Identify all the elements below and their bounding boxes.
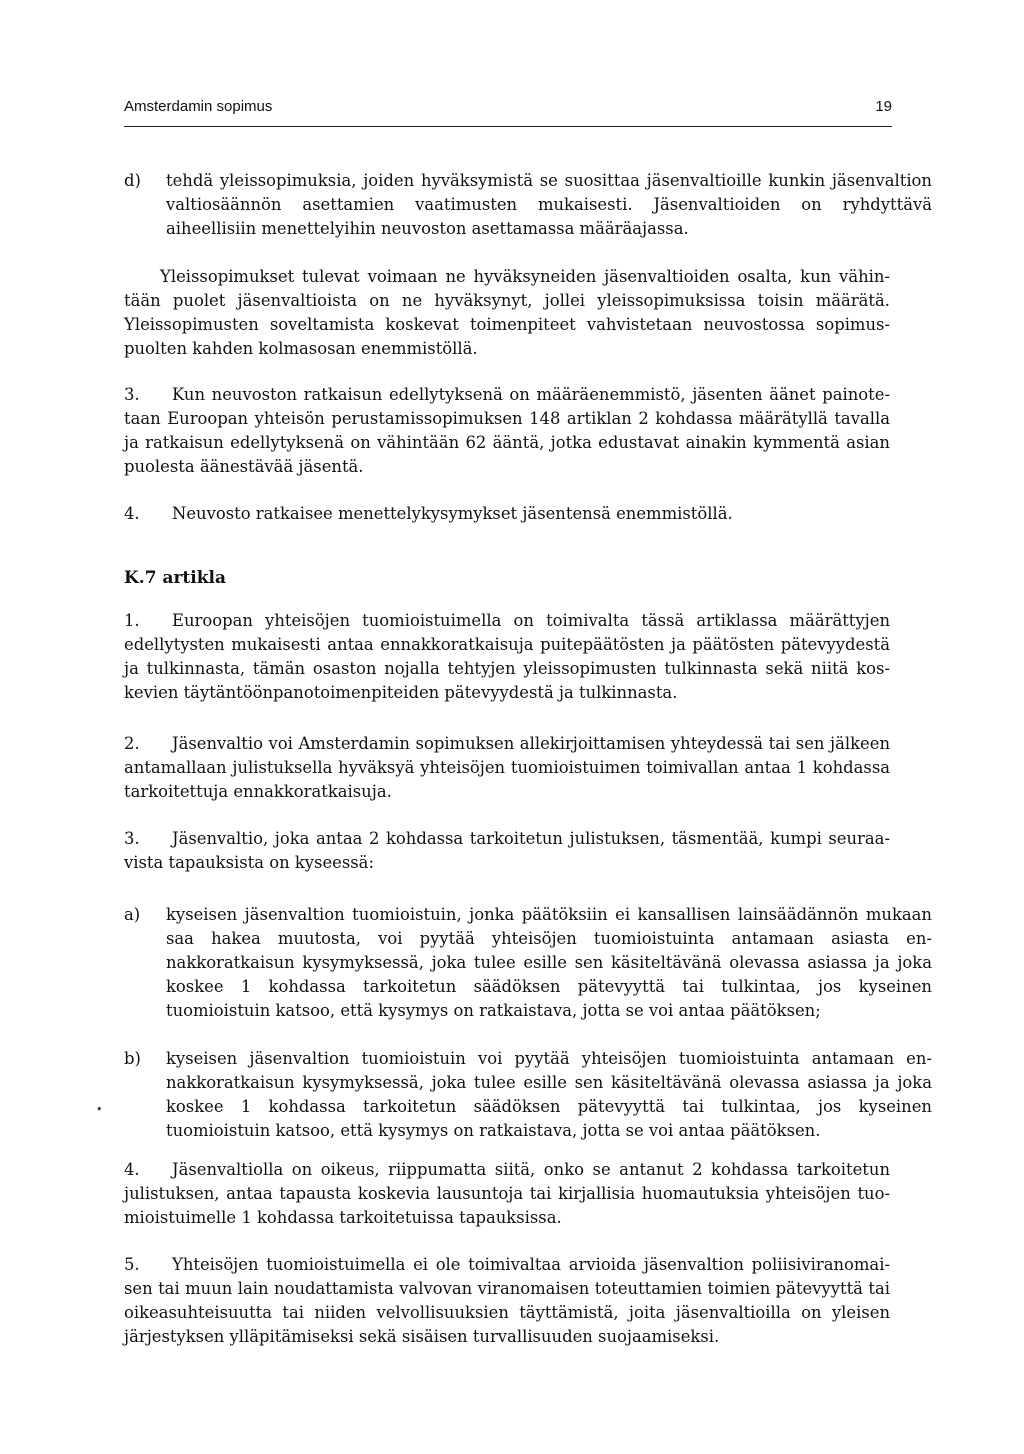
article-heading: K.7 artikla	[124, 568, 226, 588]
article-paragraph-1-text: Euroopan yhteisöjen tuomioistuimella on toimivalta tässä artiklassa määrättyjen edellytysten mukaisesti antaa ennakkoratkaisuja puitepäätösten ja päätösten pätevyydestä ja tulkinnasta, tämän osaston nojalla tehtyjen yleissopimusten tulkinnasta sekä niitä koskevien täytäntöönpanotoimenpiteiden pätevyydestä ja tulkinnasta.	[124, 611, 890, 702]
stray-mark: •	[96, 1103, 103, 1116]
paragraph-a	[124, 903, 932, 1023]
article-paragraph-2-number: 2.	[124, 734, 140, 753]
list-marker-d: d)	[124, 171, 141, 190]
paragraph-3-text: Kun neuvoston ratkaisun edellytyksenä on määräenemmistö, jäsenten äänet painotetaan Euroopan yhteisön perustamissopimuksen 148 artiklan 2 kohdassa määrätyllä tavalla ja ratkaisun edellytyksenä on vähintään 62 ääntä, jotka edustavat ainakin kymmentä asian puolesta äänestävää jäsentä.	[124, 385, 890, 476]
article-paragraph-3	[124, 827, 890, 875]
paragraph-d	[124, 169, 932, 241]
running-title: Amsterdamin sopimus	[124, 98, 273, 115]
article-paragraph-5	[124, 1253, 890, 1349]
running-header	[124, 96, 892, 127]
article-paragraph-5-text: Yhteisöjen tuomioistuimella ei ole toimivaltaa arvioida jäsenvaltion poliisiviranomaisen tai muun lain noudattamista valvovan viranomaisen toteuttamien toimien pätevyyttä tai oikeasuhteisuutta tai niiden velvollisuuksien täyttämistä, joita jäsenvaltioilla on yleisen järjestyksen ylläpitämiseksi sekä sisäisen turvallisuuden suojaamiseksi.	[124, 1255, 890, 1346]
paragraph-b-text: kyseisen jäsenvaltion tuomioistuin voi pyytää yhteisöjen tuomioistuinta antamaan ennakkoratkaisun kysymyksessä, joka tulee esille sen käsiteltävänä olevassa asiassa ja joka koskee 1 kohdassa tarkoitetun säädöksen pätevyyttä tai tulkintaa, jos kyseinen tuomioistuin katsoo, että kysymys on ratkaistava, jotta se voi antaa päätöksen.	[166, 1049, 932, 1140]
article-paragraph-4-number: 4.	[124, 1160, 140, 1179]
paragraph-4-number: 4.	[124, 504, 140, 523]
article-paragraph-2-text: Jäsenvaltio voi Amsterdamin sopimuksen allekirjoittamisen yhteydessä tai sen jälkeen antamallaan julistuksella hyväksyä yhteisöjen tuomioistuimen toimivallan antaa 1 kohdassa tarkoitettuja ennakkoratkaisuja.	[124, 734, 890, 801]
paragraph-yleissopimukset: Yleissopimukset tulevat voimaan ne hyväksyneiden jäsenvaltioiden osalta, kun vähintään puolet jäsenvaltioista on ne hyväksynyt, jollei yleissopimuksissa toisin määrätä. Yleissopimusten soveltamista koskevat toimenpiteet vahvistetaan neuvostossa sopimuspuolten kahden kolmasosan enemmistöllä.	[124, 267, 890, 358]
paragraph-4	[124, 502, 890, 526]
list-marker-a: a)	[124, 905, 141, 924]
article-paragraph-3-text: Jäsenvaltio, joka antaa 2 kohdassa tarkoitetun julistuksen, täsmentää, kumpi seuraavista tapauksista on kyseessä:	[124, 829, 890, 872]
paragraph-3-number: 3.	[124, 385, 140, 404]
page-number: 19	[875, 98, 892, 115]
article-paragraph-4-text: Jäsenvaltiolla on oikeus, riippumatta siitä, onko se antanut 2 kohdassa tarkoitetun julistuksen, antaa tapausta koskevia lausuntoja tai kirjallisia huomautuksia yhteisöjen tuomioistuimelle 1 kohdassa tarkoitetuissa tapauksissa.	[124, 1160, 890, 1227]
paragraph-b	[124, 1047, 932, 1143]
article-paragraph-2	[124, 732, 890, 804]
article-paragraph-5-number: 5.	[124, 1255, 140, 1274]
paragraph-4-text: Neuvosto ratkaisee menettelykysymykset jäsentensä enemmistöllä.	[172, 504, 733, 523]
paragraph-a-text: kyseisen jäsenvaltion tuomioistuin, jonka päätöksiin ei kansallisen lainsäädännön mukaan saa hakea muutosta, voi pyytää yhteisöjen tuomioistuinta antamaan asiasta ennakkoratkaisun kysymyksessä, joka tulee esille sen käsiteltävänä olevassa asiassa ja joka koskee 1 kohdassa tarkoitetun säädöksen pätevyyttä tai tulkintaa, jos kyseinen tuomioistuin katsoo, että kysymys on ratkaistava, jotta se voi antaa päätöksen;	[166, 905, 932, 1020]
article-paragraph-3-number: 3.	[124, 829, 140, 848]
paragraph-d-text: tehdä yleissopimuksia, joiden hyväksymistä se suosittaa jäsenvaltioille kunkin jäsenvaltion valtiosäännön asettamien vaatimusten mukaisesti. Jäsenvaltioiden on ryhdyttävä aiheellisiin menettelyihin neuvoston asettamassa määräajassa.	[166, 171, 932, 238]
paragraph-3	[124, 383, 890, 479]
article-paragraph-4	[124, 1158, 890, 1230]
article-paragraph-1	[124, 609, 890, 705]
article-paragraph-1-number: 1.	[124, 611, 140, 630]
list-marker-b: b)	[124, 1049, 141, 1068]
